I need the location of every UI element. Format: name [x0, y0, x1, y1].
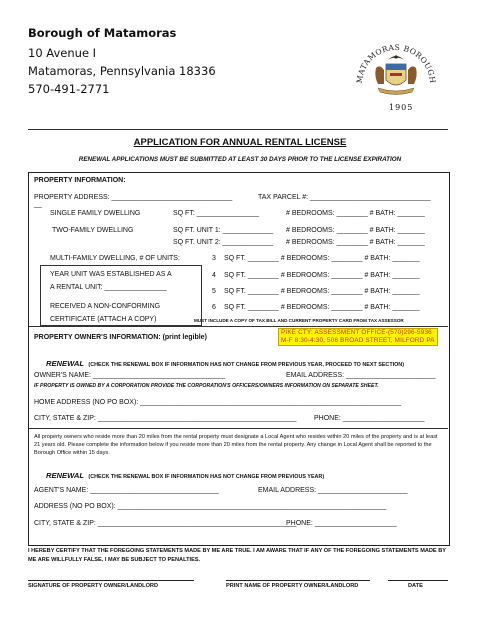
corporation-note: IF PROPERTY IS OWNED BY A CORPORATION PROVIDE THE CORPORATION'S OFFICERS/OWNERS INFORMATION ON SEPARATE SHEET. [34, 383, 379, 389]
unit-6-row[interactable]: SQ FT. ________ # BEDROOMS: ________ # BATH: _______ [224, 304, 420, 311]
multi-family-label: MULTI-FAMILY DWELLING, # OF UNITS: [50, 255, 180, 262]
owner-city-state-zip-field[interactable]: CITY, STATE & ZIP: ___________________________________________________ [34, 415, 297, 422]
unit-6-number: 6 [212, 304, 216, 311]
address-dash: __ [34, 201, 42, 208]
nonconforming-line1: RECEIVED A NON-CONFORMING [50, 303, 161, 310]
agent-name-field[interactable]: AGENT'S NAME: _________________________________ [34, 487, 219, 494]
unit-3-row[interactable]: SQ FT. ________ # BEDROOMS: ________ # BATH: _______ [224, 255, 420, 262]
unit-3-number: 3 [212, 255, 216, 262]
print-name-line[interactable] [226, 580, 370, 581]
agent-city-state-zip-field[interactable]: CITY, STATE & ZIP: ___________________________________________________ [34, 520, 297, 527]
owner-home-address-field[interactable]: HOME ADDRESS (NO PO BOX): ___________________________________________________________________ [34, 399, 402, 406]
unit-4-row[interactable]: SQ FT. ________ # BEDROOMS: ________ # BATH: _______ [224, 272, 420, 279]
svg-text:MATAMORAS BOROUGH: MATAMORAS BOROUGH [354, 42, 438, 84]
certification-statement: I HEREBY CERTIFY THAT THE FOREGOING STATEMENTS MADE BY ME ARE TRUE. I AM AWARE THAT IF ANY OF THE FOREGOING STATEMENTS MADE BY ME ARE WILLFULLY FALSE, I MAY BE SUBJECT TO PENALTIES. [28, 548, 446, 563]
local-agent-notice: All property owners who reside more than 20 miles from the rental property must designate a Local Agent who resides within 20 miles of the property and is at least 21 years old. Please complete the information below if you reside more than 20 miles from the rental property. Any change in Local Agent shall be reported to the Borough Office within 15 days. [34, 434, 438, 456]
form-subtitle: RENEWAL APPLICATIONS MUST BE SUBMITTED AT LEAST 30 DAYS PRIOR TO THE LICENSE EXPIRATION [78, 156, 402, 163]
owner-section-divider [29, 326, 448, 327]
header-divider [28, 129, 448, 130]
agent-address-field[interactable]: ADDRESS (NO PO BOX): _____________________________________________________________________ [34, 503, 387, 510]
unit1-bed-bath-field[interactable]: # BEDROOMS: ________ # BATH: _______ [286, 227, 425, 234]
tax-bill-note: MUST INCLUDE A COPY OF TAX BILL AND CURRENT PROPERTY CARD FROM TAX ASSESSOR [194, 318, 404, 323]
agent-section-divider [29, 428, 448, 429]
date-label: DATE [408, 583, 423, 589]
pike-line-1: PIKE CTY: ASSESSMENT OFFICE-(570)296-5936 [281, 329, 432, 336]
unit-5-row[interactable]: SQ FT. ________ # BEDROOMS: ________ # BATH: _______ [224, 288, 420, 295]
property-info-heading: PROPERTY INFORMATION: [34, 177, 126, 184]
unit2-sqft-field[interactable]: SQ FT. UNIT 2: _____________ [173, 239, 274, 246]
owner-name-field[interactable]: OWNER'S NAME: __________________________________ [34, 372, 226, 379]
address-line-2: Matamoras, Pennsylvania 18336 [28, 64, 216, 78]
owner-renewal-row[interactable] [46, 353, 404, 371]
signature-label: SIGNATURE OF PROPERTY OWNER/LANDLORD [28, 583, 159, 589]
form-title: APPLICATION FOR ANNUAL RENTAL LICENSE [133, 137, 347, 148]
nonconforming-line2: CERTIFICATE (ATTACH A COPY) [50, 316, 157, 323]
single-family-label: SINGLE FAMILY DWELLING [50, 210, 141, 217]
property-address-field[interactable]: PROPERTY ADDRESS: _______________________________ [34, 194, 233, 201]
pike-county-highlight [278, 328, 438, 346]
unit1-sqft-field[interactable]: SQ FT. UNIT 1: _____________ [173, 227, 274, 234]
tax-parcel-field[interactable]: TAX PARCEL #: _______________________________ [258, 194, 431, 201]
single-bed-bath-field[interactable]: # BEDROOMS: ________ # BATH: _______ [286, 210, 425, 217]
phone-number: 570-491-2771 [28, 82, 110, 96]
year-established-line1: YEAR UNIT WAS ESTABLISHED AS A [50, 271, 172, 278]
agent-renewal-word: RENEWAL [46, 471, 84, 480]
agent-renewal-text: (CHECK THE RENEWAL BOX IF INFORMATION HAS NOT CHANGE FROM PREVIOUS YEAR) [88, 474, 325, 480]
date-line[interactable] [388, 580, 448, 581]
single-sqft-field[interactable]: SQ FT: ________________ [173, 210, 260, 217]
agent-renewal-row[interactable] [46, 465, 324, 483]
owner-email-field[interactable]: EMAIL ADDRESS: _______________________ [286, 372, 436, 379]
agent-email-field[interactable]: EMAIL ADDRESS: _______________________ [258, 487, 408, 494]
agent-phone-field[interactable]: PHONE: _____________________ [286, 520, 397, 527]
year-established-field[interactable]: A RENTAL UNIT: ________________ [50, 284, 167, 291]
address-line-1: 10 Avenue I [28, 46, 97, 60]
owner-renewal-word: RENEWAL [46, 359, 84, 368]
unit2-bed-bath-field[interactable]: # BEDROOMS: ________ # BATH: _______ [286, 239, 425, 246]
unit-4-number: 4 [212, 272, 216, 279]
seal-year: 1905 [389, 103, 414, 112]
print-name-label: PRINT NAME OF PROPERTY OWNER/LANDLORD [226, 583, 359, 589]
owner-info-heading: PROPERTY OWNER'S INFORMATION: (print legible) [34, 334, 207, 341]
two-family-label: TWO-FAMILY DWELLING [52, 227, 134, 234]
org-name: Borough of Matamoras [28, 26, 177, 40]
owner-renewal-text: (CHECK THE RENEWAL BOX IF INFORMATION HAS NOT CHANGE FROM PREVIOUS YEAR, PROCEED TO NEXT SECTION) [88, 362, 404, 368]
owner-phone-field[interactable]: PHONE: _____________________ [314, 415, 425, 422]
signature-line[interactable] [28, 580, 194, 581]
pike-line-2: M-F 8:30-4:30, 506 BROAD STREET, MILFORD PA [281, 337, 435, 344]
unit-5-number: 5 [212, 288, 216, 295]
